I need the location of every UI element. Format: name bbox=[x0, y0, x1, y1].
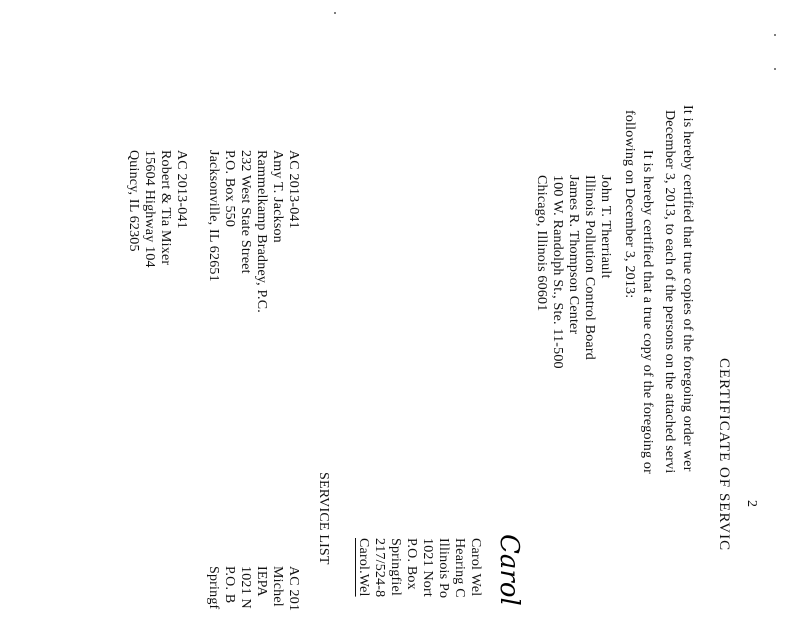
service-entry-line: Springf bbox=[206, 566, 221, 610]
paragraph-line: It is hereby certified that a true copy of the foregoing or bbox=[640, 150, 655, 474]
service-entry-line: AC 201 bbox=[286, 566, 301, 612]
service-entry-line: P.O. B bbox=[222, 566, 237, 604]
service-entry-line: 1021 N bbox=[238, 566, 253, 609]
page-number: 2 bbox=[744, 500, 759, 508]
scan-speck bbox=[774, 34, 776, 36]
service-entry-line: Michel bbox=[270, 566, 285, 607]
signer-line: 1021 Nort bbox=[420, 538, 435, 597]
signer-line: Springfiel bbox=[388, 538, 403, 596]
board-address-line: Illinois Pollution Control Board bbox=[582, 175, 597, 360]
service-list-heading: SERVICE LIST bbox=[316, 472, 331, 565]
service-entry-line: 232 West State Street bbox=[238, 150, 253, 274]
signer-line: Hearing C bbox=[452, 538, 467, 598]
board-address-line: John T. Therriault bbox=[598, 175, 613, 279]
signer-line: Illinois Po bbox=[436, 538, 451, 599]
signer-line: Carol Wel bbox=[468, 538, 483, 597]
service-entry-line: 15604 Highway 104 bbox=[142, 150, 157, 268]
service-entry-line: Jacksonville, IL 62651 bbox=[206, 150, 221, 282]
signer-line: 217/524-8 bbox=[372, 538, 387, 598]
paragraph-line: following on December 3, 2013: bbox=[622, 110, 637, 299]
service-entry-line: Amy T. Jackson bbox=[270, 150, 285, 243]
service-entry-line: Quincy, IL 62305 bbox=[126, 150, 141, 252]
board-address-line: 100 W. Randolph St., Ste. 11-500 bbox=[550, 175, 565, 369]
paragraph-line: December 3, 2013, to each of the persons on the attached servi bbox=[662, 110, 677, 474]
document-title: CERTIFICATE OF SERVIC bbox=[716, 358, 732, 552]
signature: Carol bbox=[494, 534, 524, 606]
service-entry-line: AC 2013-041 bbox=[174, 150, 189, 229]
signer-email: Carol.Wel bbox=[356, 538, 371, 597]
service-entry-line: P.O. Box 550 bbox=[222, 150, 237, 228]
service-entry-line: Rammelkamp Bradney, P.C. bbox=[254, 150, 269, 313]
service-entry-line: IEPA bbox=[254, 566, 269, 597]
signer-line: P.O. Box bbox=[404, 538, 419, 590]
service-entry-line: AC 2013-041 bbox=[286, 150, 301, 229]
scan-speck bbox=[774, 68, 776, 70]
board-address-line: Chicago, Illinois 60601 bbox=[534, 175, 549, 312]
paragraph-line: It is hereby certified that true copies of the foregoing order wer bbox=[680, 105, 695, 472]
service-entry-line: Robert & Tia Mixer bbox=[158, 150, 173, 266]
board-address-line: James R. Thompson Center bbox=[566, 175, 581, 335]
scan-speck bbox=[334, 12, 336, 14]
